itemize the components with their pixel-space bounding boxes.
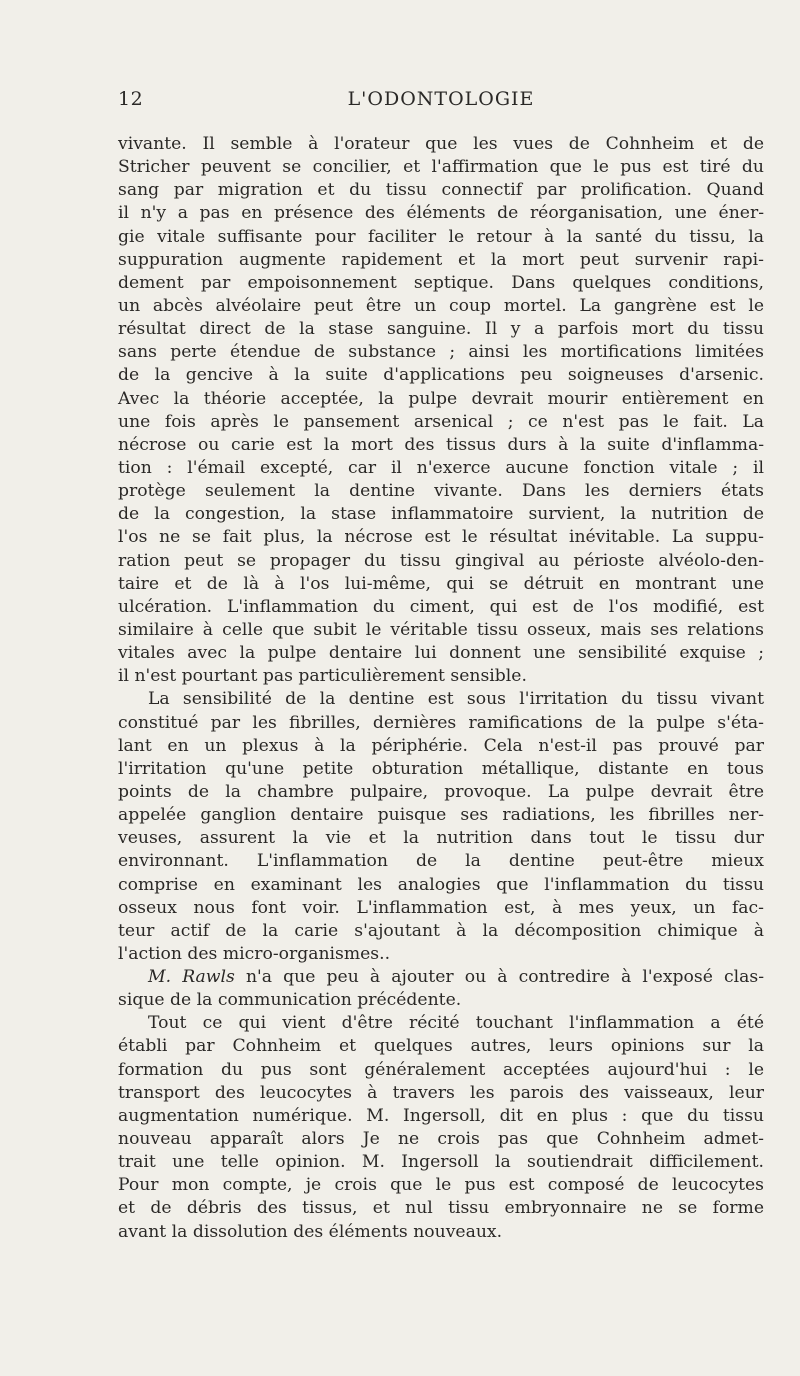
- text-line: formation du pus sont généralement acceptées aujourd'hui : le: [118, 1059, 764, 1080]
- text-line: sang par migration et du tissu connectif par prolification. Quand: [118, 180, 764, 201]
- text-line: constitué par les fibrilles, dernières ramifications de la pulpe s'éta-: [118, 712, 764, 733]
- text-line: un abcès alvéolaire peut être un coup mortel. La gangrène est le: [118, 295, 764, 316]
- text-line: suppuration augmente rapidement et la mort peut survenir rapi-: [118, 249, 764, 270]
- paragraph: [118, 966, 764, 1012]
- text-line: établi par Cohnheim et quelques autres, leurs opinions sur la: [118, 1036, 764, 1057]
- text-line: Stricher peuvent se concilier, et l'affirmation que le pus est tiré du: [118, 157, 764, 178]
- text-line: il n'est pourtant pas particulièrement sensible.: [118, 666, 527, 687]
- text-line: teur actif de la carie s'ajoutant à la décomposition chimique à: [118, 920, 764, 941]
- text-line: dement par empoisonnement septique. Dans quelques conditions,: [118, 272, 764, 293]
- text-line: et de débris des tissus, et nul tissu embryonnaire ne se forme: [118, 1198, 764, 1219]
- body-text: [118, 133, 764, 1244]
- paragraph: [118, 133, 764, 688]
- page-number: 12: [118, 88, 144, 110]
- text-line: appelée ganglion dentaire puisque ses radiations, les fibrilles ner-: [118, 805, 764, 826]
- text-line: résultat direct de la stase sanguine. Il y a parfois mort du tissu: [118, 319, 764, 340]
- text-line: il n'y a pas en présence des éléments de réorganisation, une éner-: [118, 203, 764, 224]
- text-line: La sensibilité de la dentine est sous l'irritation du tissu vivant: [148, 689, 764, 710]
- text-line: augmentation numérique. M. Ingersoll, dit en plus : que du tissu: [118, 1105, 764, 1126]
- text-line: vitales avec la pulpe dentaire lui donnent une sensibilité exquise ;: [118, 643, 764, 664]
- text-line: ration peut se propager du tissu gingival au périoste alvéolo-den-: [118, 550, 764, 571]
- running-head: [118, 88, 764, 114]
- text-line: avant la dissolution des éléments nouveaux.: [118, 1221, 503, 1242]
- text-line: Pour mon compte, je crois que le pus est composé de leucocytes: [118, 1175, 764, 1196]
- text-line: comprise en examinant les analogies que l'inflammation du tissu: [118, 874, 764, 895]
- text-line: trait une telle opinion. M. Ingersoll la soutiendrait difficilement.: [118, 1152, 764, 1173]
- text-line: de la gencive à la suite d'applications peu soigneuses d'arsenic.: [118, 365, 764, 386]
- text-line: lant en un plexus à la périphérie. Cela n'est-il pas prouvé par: [118, 735, 764, 756]
- text-line: nouveau apparaît alors Je ne crois pas que Cohnheim admet-: [118, 1129, 764, 1150]
- text-line: ulcération. L'inflammation du ciment, qui est de l'os modifié, est: [118, 596, 764, 617]
- text-line: protège seulement la dentine vivante. Dans les derniers états: [118, 481, 764, 502]
- journal-title: L'ODONTOLOGIE: [347, 88, 535, 110]
- text-line: sique de la communication précédente.: [118, 990, 462, 1011]
- text-line: l'os ne se fait plus, la nécrose est le résultat inévitable. La suppu-: [118, 527, 764, 548]
- text-line: vivante. Il semble à l'orateur que les vues de Cohnheim et de: [118, 134, 764, 154]
- text-line: l'action des micro-organismes..: [118, 943, 391, 964]
- text-line: l'irritation qu'une petite obturation métallique, distante en tous: [118, 758, 764, 779]
- text-line: une fois après le pansement arsenical ; ce n'est pas le fait. La: [118, 411, 764, 432]
- text-line: M. Rawls n'a que peu à ajouter ou à contredire à l'exposé clas-: [148, 967, 764, 988]
- text-line: taire et de là à l'os lui-même, qui se détruit en montrant une: [118, 573, 764, 594]
- text-line: points de la chambre pulpaire, provoque. La pulpe devrait être: [118, 781, 764, 802]
- paragraph: [118, 688, 764, 966]
- text-line: osseux nous font voir. L'inflammation est, à mes yeux, un fac-: [118, 897, 764, 918]
- text-line: tion : l'émail excepté, car il n'exerce aucune fonction vitale ; il: [118, 457, 764, 478]
- text-line: de la congestion, la stase inflammatoire survient, la nutrition de: [118, 504, 764, 525]
- text-line: gie vitale suffisante pour faciliter le retour à la santé du tissu, la: [118, 226, 764, 247]
- text-line: Tout ce qui vient d'être récité touchant l'inflammation a été: [148, 1013, 764, 1034]
- paragraph: [118, 1012, 764, 1243]
- text-line: environnant. L'inflammation de la dentine peut-être mieux: [118, 851, 764, 872]
- text-line: similaire à celle que subit le véritable tissu osseux, mais ses relations: [118, 619, 764, 640]
- speaker-name: M. Rawls: [148, 967, 235, 988]
- text-line: transport des leucocytes à travers les parois des vaisseaux, leur: [118, 1082, 764, 1103]
- text-line: nécrose ou carie est la mort des tissus durs à la suite d'inflamma-: [118, 434, 764, 455]
- text-line: veuses, assurent la vie et la nutrition dans tout le tissu dur: [118, 828, 764, 849]
- text-line: sans perte étendue de substance ; ainsi les mortifications limitées: [118, 342, 764, 363]
- text-line: Avec la théorie acceptée, la pulpe devrait mourir entièrement en: [118, 388, 764, 409]
